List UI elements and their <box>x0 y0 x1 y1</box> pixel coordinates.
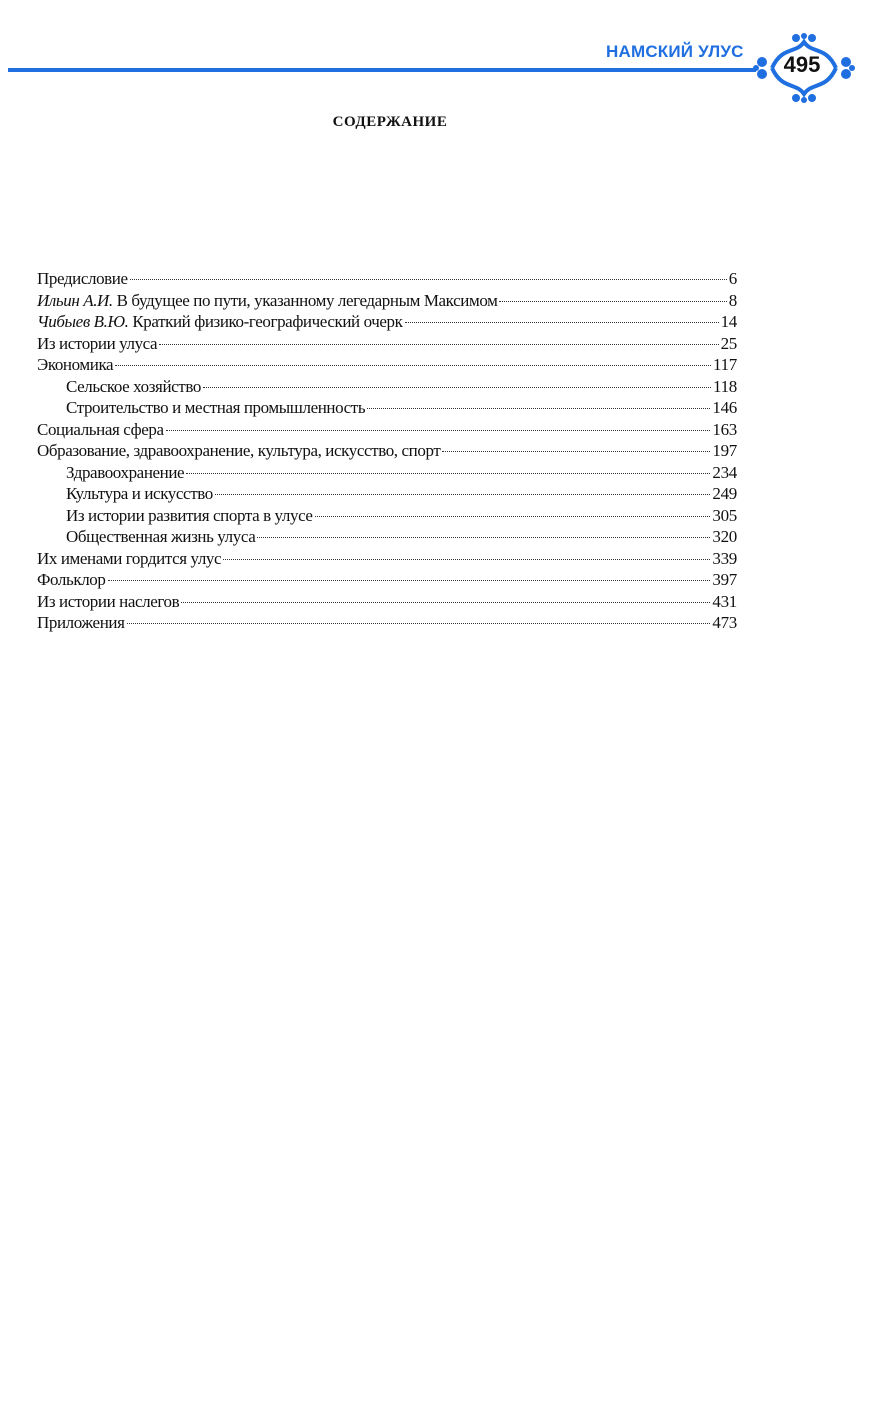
toc-entry <box>37 354 737 376</box>
toc-entry-text: Культура и искусство <box>66 484 213 503</box>
toc-entry-page: 197 <box>712 441 737 460</box>
toc-entry-title <box>37 311 403 333</box>
toc-entry <box>37 440 737 462</box>
dot-leader <box>108 580 711 581</box>
dot-leader <box>223 559 710 560</box>
toc-entry-text: Строительство и местная промышленность <box>66 398 366 417</box>
toc-entry-page: 397 <box>712 570 737 589</box>
toc-entry-page: 118 <box>713 376 737 396</box>
toc-entry <box>37 505 737 527</box>
toc-entry-text: Образование, здравоохранение, культура, искусство, спорт <box>37 441 441 460</box>
toc-entry-author: Ильин А.И. <box>37 290 113 310</box>
header-rule <box>8 68 756 72</box>
toc-entry-page: 305 <box>712 505 737 525</box>
toc-entry-title <box>37 354 113 376</box>
dot-leader <box>442 451 710 452</box>
toc-entry <box>37 333 737 355</box>
toc-entry-title <box>37 612 125 634</box>
toc-entry-page: 163 <box>712 419 737 439</box>
toc-entry-page: 14 <box>720 312 737 331</box>
running-title: НАМСКИЙ УЛУС <box>606 42 744 61</box>
toc-entry-text: В будущее по пути, указанному легедарным Максимом <box>116 290 498 310</box>
table-of-contents <box>37 268 737 634</box>
toc-entry-author: Чибыев В.Ю. <box>37 312 129 331</box>
dot-leader <box>186 473 710 474</box>
toc-entry-text: Здравоохранение <box>66 462 185 482</box>
page-number: 495 <box>783 52 821 77</box>
toc-entry <box>37 397 737 419</box>
toc-entry-text: Предисловие <box>37 269 128 288</box>
toc-entry-page: 473 <box>712 613 737 632</box>
dot-leader <box>315 516 711 517</box>
toc-entry-page: 320 <box>712 527 737 546</box>
toc-entry-page: 431 <box>712 591 737 611</box>
dot-leader <box>405 322 719 323</box>
toc-entry-text: Приложения <box>37 613 125 632</box>
toc-entry <box>37 376 737 398</box>
toc-entry <box>37 612 737 634</box>
toc-entry <box>37 311 737 333</box>
toc-entry-title <box>37 333 157 355</box>
toc-entry-text: Краткий физико-географический очерк <box>132 312 403 331</box>
dot-leader <box>203 387 711 388</box>
toc-entry-title <box>37 268 128 290</box>
toc-entry-title <box>66 483 213 505</box>
toc-entry-text: Из истории наслегов <box>37 591 180 611</box>
toc-entry-page: 339 <box>712 548 737 568</box>
toc-entry-title <box>37 548 221 570</box>
dot-leader <box>215 494 711 495</box>
dot-leader <box>127 623 711 624</box>
toc-entry-title <box>66 462 184 484</box>
toc-entry-text: Их именами гордится улус <box>37 548 222 568</box>
toc-entry-text: Сельское хозяйство <box>66 376 201 396</box>
dot-leader <box>115 365 711 366</box>
toc-entry-page: 8 <box>728 290 737 310</box>
page-title: СОДЕРЖАНИЕ <box>332 114 448 130</box>
dot-leader <box>130 279 727 280</box>
toc-entry-text: Из истории улуса <box>37 333 158 353</box>
toc-entry <box>37 526 737 548</box>
dot-leader <box>257 537 710 538</box>
toc-entry-text: Социальная сфера <box>37 419 164 439</box>
toc-entry-page: 117 <box>713 355 737 374</box>
toc-entry <box>37 483 737 505</box>
toc-entry-page: 249 <box>712 484 737 503</box>
toc-entry-page: 146 <box>712 398 737 417</box>
page-header <box>0 0 883 110</box>
toc-entry <box>37 591 737 613</box>
toc-entry <box>37 268 737 290</box>
dot-leader <box>181 602 710 603</box>
toc-entry-title <box>37 591 179 613</box>
toc-entry <box>37 548 737 570</box>
toc-entry-title <box>66 376 201 398</box>
dot-leader <box>166 430 711 431</box>
toc-entry-title <box>37 569 106 591</box>
toc-entry-title <box>37 440 440 462</box>
toc-entry-text: Из истории развития спорта в улусе <box>66 505 313 525</box>
toc-entry-title <box>66 526 255 548</box>
toc-entry-page: 25 <box>720 333 737 353</box>
toc-entry <box>37 419 737 441</box>
toc-entry-title <box>66 397 365 419</box>
toc-entry-text: Фольклор <box>37 570 106 589</box>
toc-entry <box>37 569 737 591</box>
dot-leader <box>367 408 710 409</box>
toc-entry <box>37 462 737 484</box>
toc-entry-page: 6 <box>728 269 737 288</box>
toc-entry-title <box>37 290 497 312</box>
toc-entry <box>37 290 737 312</box>
toc-entry-text: Экономика <box>37 355 114 374</box>
dot-leader <box>159 344 718 345</box>
dot-leader <box>499 301 726 302</box>
toc-entry-title <box>37 419 164 441</box>
toc-entry-text: Общественная жизнь улуса <box>66 527 256 546</box>
toc-entry-page: 234 <box>712 462 737 482</box>
toc-entry-title <box>66 505 313 527</box>
